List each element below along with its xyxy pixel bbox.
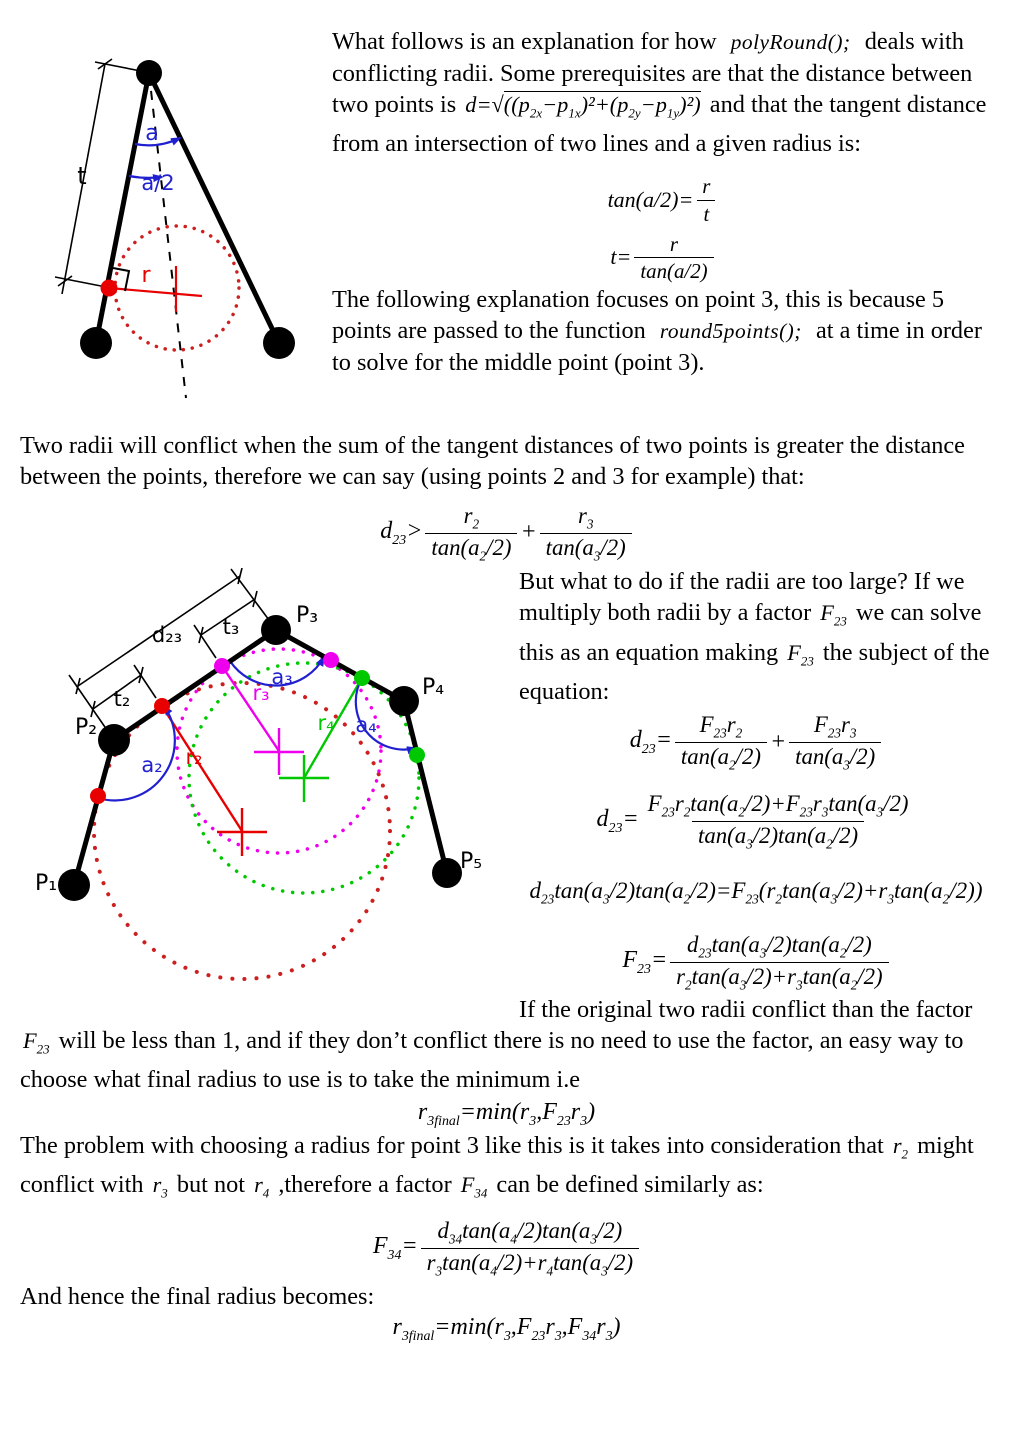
- fraction: $\frac{r}{t}$: [696, 173, 716, 226]
- equation-r3final-min-three: [20, 1314, 993, 1345]
- text-segment-math: $F_{23}$: [787, 639, 814, 669]
- text-segment-math: $r_2$: [892, 1133, 908, 1162]
- tangent3-dot: [214, 658, 230, 674]
- equation-text: $d_{23}>$: [380, 517, 423, 548]
- polyline-legs: [96, 73, 279, 343]
- equation-text: $F_{34}=$: [372, 1232, 418, 1263]
- equation-r3final-min: [20, 1099, 993, 1130]
- text-segment-txt: If the original two radii conflict than the factor: [519, 995, 973, 1023]
- fraction: $\frac{d_{34}\tan(a_4/2)\tan(a_3/2)}{r_3\tan(a_4/2)+r_4\tan(a_3/2)}$: [421, 1217, 639, 1279]
- label-a3: a₃: [271, 665, 293, 690]
- equation-text: $r_{3final}=\min(r_3,F_{23}r_3)$: [417, 1099, 596, 1130]
- fraction: $\frac{F_{23}r_2\tan(a_2/2)+F_{23}r_3\tan(a_3/2)}{\tan(a_3/2)\tan(a_2/2)}$: [647, 790, 909, 852]
- label-r: r: [141, 263, 151, 288]
- tangent-point-dot: [101, 280, 118, 297]
- label-t: t: [77, 162, 87, 190]
- label-r3: r₃: [252, 681, 270, 706]
- label-a4: a₄: [355, 713, 377, 738]
- label-a-half: a/2: [141, 171, 175, 195]
- label-p3: P₃: [296, 603, 319, 629]
- text-segment-txt: might conflict with: [20, 1132, 974, 1199]
- equation-text: $d_{23}\tan(a_3/2)\tan(a_2/2)=F_{23}(r_2\tan(a_3/2)+r_3\tan(a_2/2))$: [529, 878, 983, 907]
- paragraph-f34-motivation: [20, 1130, 993, 1209]
- text-segment-txt: The problem with choosing a radius for point 3 like this is it takes into consideration that: [20, 1132, 890, 1160]
- factor-section: [20, 566, 993, 1095]
- text-segment-txt: at a time in order to solve for the middle point (point 3).: [332, 316, 982, 376]
- label-t2: t₂: [113, 687, 131, 712]
- vertex-dot: [136, 60, 162, 86]
- text-segment-txt: can be defined similarly as:: [490, 1171, 764, 1199]
- fraction: $r_2$ $\tan(a_2/2)$: [425, 502, 517, 564]
- equation-text: $r_{3final}=\min(r_3,F_{23}r_3,F_{34}r_3)$: [392, 1314, 621, 1345]
- fraction: $\frac{r}{\tan(a/2)}$: [634, 231, 713, 284]
- radius-line: [109, 266, 202, 312]
- equation-text: t=: [610, 244, 632, 270]
- label-p1: P₁: [34, 871, 58, 897]
- equation-tan-half-angle: [332, 173, 993, 226]
- label-a2: a₂: [141, 753, 163, 778]
- label-d23: d₂₃: [151, 623, 183, 648]
- equation-d23-inequality: [20, 502, 993, 564]
- fraction: $\frac{r_3}{\tan(a_3/2)}$: [540, 502, 632, 564]
- text-segment-txt: What follows is an explanation for how: [332, 28, 723, 55]
- intro-section: [20, 26, 993, 430]
- radius4-line: [279, 678, 362, 802]
- equation-text: $F_{23}=$: [622, 947, 668, 977]
- text-segment-txt: The following explanation focuses on point 3, this is because 5 points are passed to the function: [332, 285, 945, 344]
- label-r4: r₄: [317, 711, 335, 736]
- text-segment-math: $F_{23}$: [23, 1027, 50, 1057]
- text-segment-txt: but not: [170, 1171, 252, 1199]
- equation-text: +: [520, 519, 537, 546]
- tangent-distance-diagram: [34, 38, 306, 426]
- tangent4-dot: [409, 747, 425, 763]
- label-t3: t₃: [222, 615, 240, 640]
- label-a: a: [145, 121, 159, 146]
- fraction: $\frac{F_{23}r_2}{\tan(a_2/2)}$: [675, 711, 767, 773]
- point-p4-dot: [389, 686, 419, 716]
- fraction: $\frac{F_{23}r_3}{\tan(a_3/2)}$: [789, 711, 881, 773]
- endpoint-dot: [263, 327, 295, 359]
- text-segment-math: $F_{34}$: [460, 1172, 488, 1201]
- five-point-polyline-diagram: [24, 568, 511, 1005]
- point-p1-dot: [58, 869, 90, 901]
- endpoint-dot: [80, 327, 112, 359]
- text-segment-code: round5points();: [659, 318, 802, 343]
- label-p5: P₅: [460, 849, 483, 875]
- paragraph-factor-result: [20, 994, 993, 1095]
- point-p3-dot: [261, 615, 291, 645]
- equation-f23-solved: [519, 931, 993, 993]
- text-segment-math: $d=√((p_{2x}-p_{1x})^2+(p_{2y}-p_{1y})^2)$: [465, 92, 701, 121]
- text-segment-txt: But what to do if the radii are too large? If we multiply both radii by a factor: [519, 568, 965, 627]
- paragraph-conflict-condition: [20, 430, 993, 492]
- point-p5-dot: [432, 858, 462, 888]
- text-segment-code: polyRound();: [730, 30, 851, 54]
- text-segment-math: $r_3$: [152, 1172, 168, 1201]
- text-segment-txt: the subject of the equation:: [519, 638, 990, 706]
- text-segment-txt: Two radii will conflict when the sum of the tangent distances of two points is greater the distance between the points, therefore we can say (using points 2 and 3 for example) that:: [20, 432, 965, 490]
- text-segment-txt: we can solve this as an equation making: [519, 599, 982, 666]
- fraction: $\frac{d_{23}\tan(a_3/2)\tan(a_2/2)}{r_2\tan(a_3/2)+r_3\tan(a_2/2)}$: [670, 931, 888, 993]
- text-segment-txt: and that the tangent distance from an intersection of two lines and a given radius is:: [332, 91, 987, 158]
- tangent2-dot: [90, 788, 106, 804]
- equation-text: $d_{23}=$: [596, 805, 639, 836]
- text-segment-txt: ,therefore a factor: [272, 1171, 458, 1199]
- point-p2-dot: [98, 724, 130, 756]
- text-segment-txt: will be less than 1, and if they don’t conflict there is no need to use the factor, an easy way to choose what final radius to use is to take the minimum i.e: [20, 1026, 964, 1094]
- tangent2-dot: [154, 698, 170, 714]
- equation-f34: [20, 1217, 993, 1279]
- paragraph-final-radius: [20, 1281, 993, 1312]
- tangent4-dot: [354, 670, 370, 686]
- equation-d23-with-factor: [519, 711, 993, 773]
- tangent3-dot: [323, 652, 339, 668]
- equation-tangent-distance: [332, 231, 993, 284]
- text-segment-math: $F_{23}$: [820, 600, 847, 629]
- text-segment-txt: And hence the final radius becomes:: [20, 1283, 375, 1311]
- label-r2: r₂: [185, 745, 203, 770]
- label-p4: P₄: [422, 675, 445, 701]
- equation-d23-expanded: [519, 878, 993, 907]
- label-p2: P₂: [74, 715, 98, 741]
- radius2-line: [162, 706, 267, 856]
- text-segment-math: $r_4$: [254, 1172, 270, 1201]
- polyline-p1-p5: [74, 630, 447, 885]
- text-segment-txt: deals with conflicting radii. Some prerequisites are that the distance between two points is: [332, 28, 973, 118]
- equation-text: +: [769, 728, 787, 755]
- equation-text: tan(a/2)=: [607, 187, 694, 213]
- equation-d23-combined-fraction: [519, 790, 993, 852]
- equation-text: $d_{23}=$: [629, 727, 672, 758]
